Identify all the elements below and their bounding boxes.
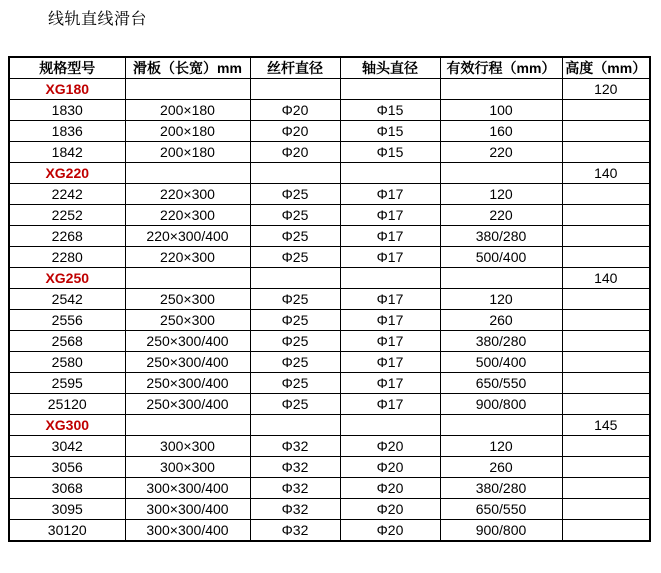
col-header-plate: 滑板（长宽）mm <box>125 57 250 79</box>
cell-stroke: 500/400 <box>440 247 562 268</box>
cell-height <box>562 310 650 331</box>
cell-height: 140 <box>562 268 650 289</box>
cell-height <box>562 373 650 394</box>
cell-model: 2252 <box>9 205 125 226</box>
cell-shaft <box>340 268 440 289</box>
cell-plate: 300×300/400 <box>125 520 250 542</box>
cell-model: 2580 <box>9 352 125 373</box>
table-row <box>9 352 650 373</box>
cell-model: 2280 <box>9 247 125 268</box>
cell-plate <box>125 79 250 100</box>
table-row <box>9 373 650 394</box>
cell-plate <box>125 268 250 289</box>
cell-model: XG300 <box>9 415 125 436</box>
cell-height <box>562 205 650 226</box>
cell-model: 2568 <box>9 331 125 352</box>
cell-stroke <box>440 268 562 289</box>
table-row <box>9 100 650 121</box>
table-row <box>9 184 650 205</box>
cell-plate: 300×300/400 <box>125 499 250 520</box>
table-row <box>9 457 650 478</box>
cell-model: 2242 <box>9 184 125 205</box>
cell-stroke <box>440 163 562 184</box>
cell-plate: 220×300 <box>125 184 250 205</box>
cell-stroke: 650/550 <box>440 373 562 394</box>
cell-screw: Φ25 <box>250 247 340 268</box>
cell-shaft <box>340 79 440 100</box>
cell-model: 1842 <box>9 142 125 163</box>
cell-shaft: Φ17 <box>340 226 440 247</box>
cell-screw: Φ25 <box>250 352 340 373</box>
table-row <box>9 394 650 415</box>
cell-height <box>562 289 650 310</box>
cell-height <box>562 394 650 415</box>
cell-height <box>562 457 650 478</box>
cell-screw: Φ25 <box>250 373 340 394</box>
spec-table <box>8 56 651 542</box>
cell-height <box>562 478 650 499</box>
table-row <box>9 499 650 520</box>
cell-height <box>562 142 650 163</box>
cell-shaft: Φ20 <box>340 499 440 520</box>
cell-shaft: Φ15 <box>340 121 440 142</box>
table-row <box>9 331 650 352</box>
cell-shaft: Φ15 <box>340 142 440 163</box>
cell-screw: Φ25 <box>250 184 340 205</box>
table-row <box>9 478 650 499</box>
cell-screw: Φ32 <box>250 478 340 499</box>
cell-stroke: 100 <box>440 100 562 121</box>
cell-screw: Φ25 <box>250 394 340 415</box>
cell-model: 2268 <box>9 226 125 247</box>
cell-shaft: Φ17 <box>340 331 440 352</box>
cell-stroke: 120 <box>440 184 562 205</box>
cell-shaft: Φ17 <box>340 247 440 268</box>
cell-shaft: Φ17 <box>340 310 440 331</box>
header-row <box>9 57 650 79</box>
cell-stroke: 650/550 <box>440 499 562 520</box>
cell-height <box>562 121 650 142</box>
table-row <box>9 520 650 542</box>
cell-model: 30120 <box>9 520 125 542</box>
cell-stroke <box>440 415 562 436</box>
cell-shaft: Φ17 <box>340 289 440 310</box>
cell-stroke <box>440 79 562 100</box>
cell-stroke: 120 <box>440 436 562 457</box>
cell-plate: 250×300/400 <box>125 352 250 373</box>
cell-screw: Φ20 <box>250 100 340 121</box>
cell-screw: Φ32 <box>250 457 340 478</box>
cell-shaft: Φ17 <box>340 394 440 415</box>
cell-shaft <box>340 415 440 436</box>
cell-shaft: Φ15 <box>340 100 440 121</box>
cell-height <box>562 331 650 352</box>
cell-height: 120 <box>562 79 650 100</box>
cell-height <box>562 247 650 268</box>
cell-screw <box>250 79 340 100</box>
cell-model: 3042 <box>9 436 125 457</box>
cell-screw <box>250 415 340 436</box>
cell-model: 3095 <box>9 499 125 520</box>
col-header-screw: 丝杆直径 <box>250 57 340 79</box>
cell-model: 3068 <box>9 478 125 499</box>
cell-screw: Φ32 <box>250 436 340 457</box>
cell-stroke: 380/280 <box>440 226 562 247</box>
cell-height <box>562 520 650 542</box>
section-row <box>9 79 650 100</box>
cell-plate: 200×180 <box>125 100 250 121</box>
cell-stroke: 220 <box>440 142 562 163</box>
cell-plate: 220×300 <box>125 247 250 268</box>
table-row <box>9 310 650 331</box>
cell-screw: Φ25 <box>250 226 340 247</box>
col-header-shaft: 轴头直径 <box>340 57 440 79</box>
cell-model: 2542 <box>9 289 125 310</box>
cell-height <box>562 499 650 520</box>
table-row <box>9 205 650 226</box>
cell-shaft <box>340 163 440 184</box>
cell-stroke: 380/280 <box>440 478 562 499</box>
cell-plate <box>125 163 250 184</box>
cell-stroke: 500/400 <box>440 352 562 373</box>
cell-plate <box>125 415 250 436</box>
cell-shaft: Φ17 <box>340 184 440 205</box>
cell-height: 140 <box>562 163 650 184</box>
table-row <box>9 226 650 247</box>
cell-screw: Φ20 <box>250 142 340 163</box>
cell-plate: 250×300/400 <box>125 394 250 415</box>
cell-screw: Φ20 <box>250 121 340 142</box>
section-row <box>9 415 650 436</box>
cell-height <box>562 226 650 247</box>
cell-height <box>562 184 650 205</box>
cell-height <box>562 436 650 457</box>
cell-shaft: Φ20 <box>340 520 440 542</box>
cell-model: 2556 <box>9 310 125 331</box>
cell-height <box>562 100 650 121</box>
cell-screw <box>250 268 340 289</box>
cell-stroke: 380/280 <box>440 331 562 352</box>
cell-model: XG250 <box>9 268 125 289</box>
cell-model: 1830 <box>9 100 125 121</box>
cell-plate: 220×300/400 <box>125 226 250 247</box>
cell-screw: Φ32 <box>250 520 340 542</box>
table-row <box>9 289 650 310</box>
cell-plate: 200×180 <box>125 121 250 142</box>
cell-stroke: 120 <box>440 289 562 310</box>
cell-stroke: 260 <box>440 457 562 478</box>
table-row <box>9 247 650 268</box>
cell-plate: 300×300/400 <box>125 478 250 499</box>
cell-model: XG180 <box>9 79 125 100</box>
cell-stroke: 260 <box>440 310 562 331</box>
table-body <box>9 79 650 542</box>
cell-model: 2595 <box>9 373 125 394</box>
cell-stroke: 220 <box>440 205 562 226</box>
cell-height <box>562 352 650 373</box>
table-row <box>9 121 650 142</box>
cell-shaft: Φ20 <box>340 478 440 499</box>
cell-plate: 300×300 <box>125 436 250 457</box>
section-row <box>9 163 650 184</box>
cell-plate: 250×300/400 <box>125 331 250 352</box>
col-header-height: 高度（mm） <box>562 57 650 79</box>
cell-screw: Φ25 <box>250 310 340 331</box>
cell-shaft: Φ17 <box>340 373 440 394</box>
cell-plate: 220×300 <box>125 205 250 226</box>
cell-screw <box>250 163 340 184</box>
cell-plate: 200×180 <box>125 142 250 163</box>
cell-stroke: 900/800 <box>440 520 562 542</box>
cell-model: 3056 <box>9 457 125 478</box>
table-row <box>9 142 650 163</box>
cell-screw: Φ25 <box>250 205 340 226</box>
table-row <box>9 436 650 457</box>
cell-shaft: Φ20 <box>340 436 440 457</box>
cell-plate: 250×300 <box>125 289 250 310</box>
page-title: 线轨直线滑台 <box>48 11 148 28</box>
cell-screw: Φ32 <box>250 499 340 520</box>
cell-shaft: Φ20 <box>340 457 440 478</box>
cell-plate: 300×300 <box>125 457 250 478</box>
cell-model: 25120 <box>9 394 125 415</box>
cell-plate: 250×300 <box>125 310 250 331</box>
col-header-model: 规格型号 <box>9 57 125 79</box>
cell-shaft: Φ17 <box>340 205 440 226</box>
cell-model: XG220 <box>9 163 125 184</box>
cell-shaft: Φ17 <box>340 352 440 373</box>
cell-stroke: 160 <box>440 121 562 142</box>
cell-model: 1836 <box>9 121 125 142</box>
cell-height: 145 <box>562 415 650 436</box>
col-header-stroke: 有效行程（mm） <box>440 57 562 79</box>
cell-stroke: 900/800 <box>440 394 562 415</box>
cell-plate: 250×300/400 <box>125 373 250 394</box>
cell-screw: Φ25 <box>250 289 340 310</box>
section-row <box>9 268 650 289</box>
cell-screw: Φ25 <box>250 331 340 352</box>
